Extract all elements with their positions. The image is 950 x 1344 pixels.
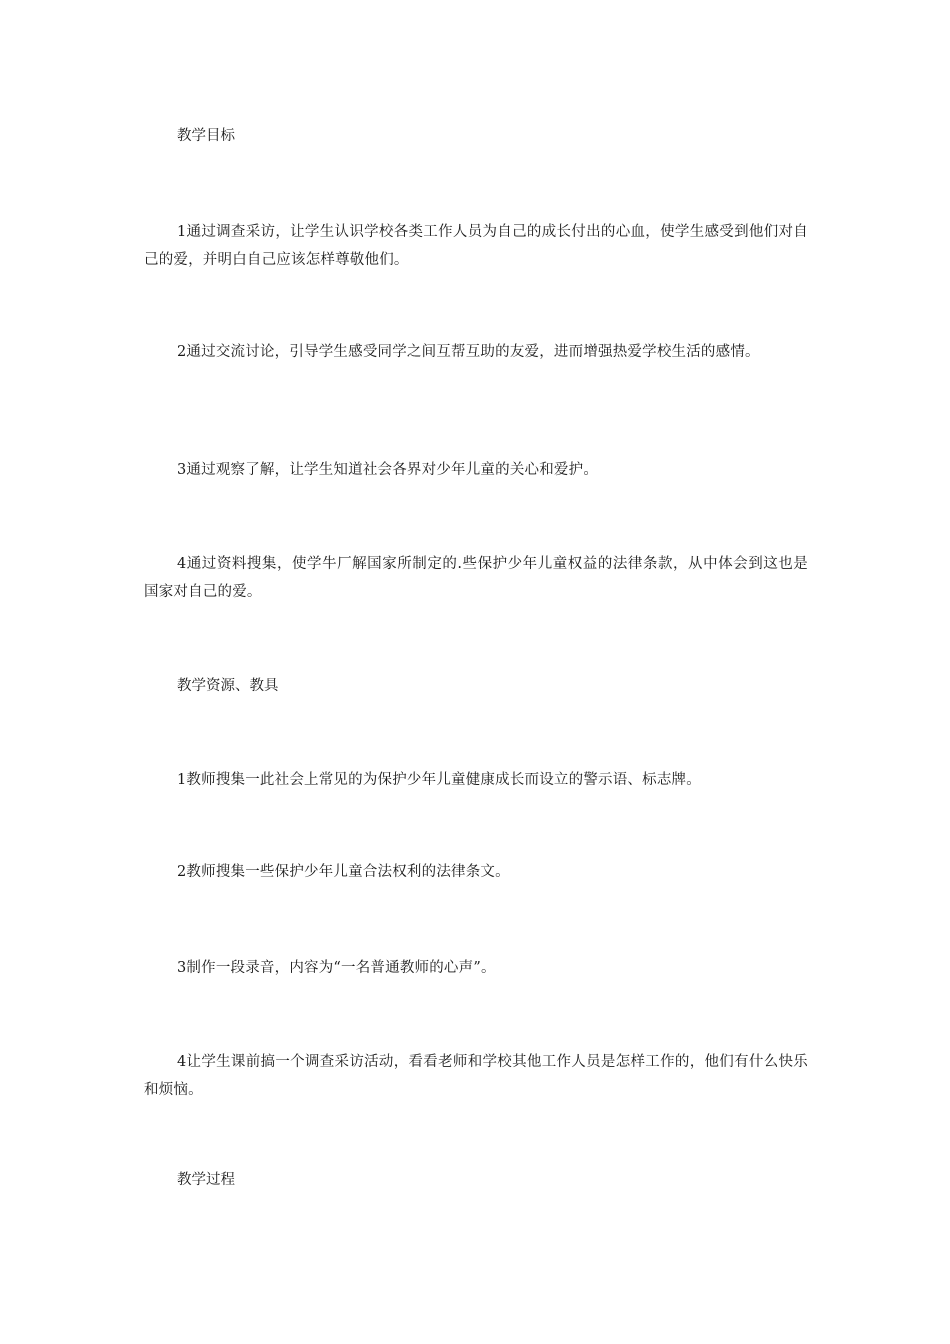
objective-item-2: 2通过交流讨论，引导学生感受同学之间互帮互助的友爱，进而增强热爱学校生活的感情。 xyxy=(177,344,760,360)
section-heading-objectives: 教学目标 xyxy=(177,128,235,144)
resource-item-4: 4让学生课前搞一个调查采访活动，看看老师和学校其他工作人员是怎样工作的，他们有什么快乐和烦恼。 xyxy=(144,1054,808,1098)
objective-item-1: 1通过调查采访，让学生认识学校各类工作人员为自己的成长付出的心血，使学生感受到他们对自己的爱，并明白自己应该怎样尊敬他们。 xyxy=(144,224,808,268)
objective-item-3: 3通过观察了解，让学生知道社会各界对少年儿童的关心和爱护。 xyxy=(177,462,599,478)
section-heading-resources: 教学资源、教具 xyxy=(177,678,279,694)
section-heading-process: 教学过程 xyxy=(177,1172,235,1188)
resource-item-2: 2教师搜集一些保护少年儿童合法权利的法律条文。 xyxy=(177,864,510,880)
resource-item-1: 1教师搜集一此社会上常见的为保护少年儿童健康成长而设立的警示语、标志牌。 xyxy=(177,772,701,788)
objective-item-4: 4通过资料搜集，使学牛厂解国家所制定的.些保护少年儿童权益的法律条款，从中体会到这也是国家对自己的爱。 xyxy=(144,556,808,600)
resource-item-3: 3制作一段录音，内容为“一名普通教师的心声”。 xyxy=(177,960,496,976)
